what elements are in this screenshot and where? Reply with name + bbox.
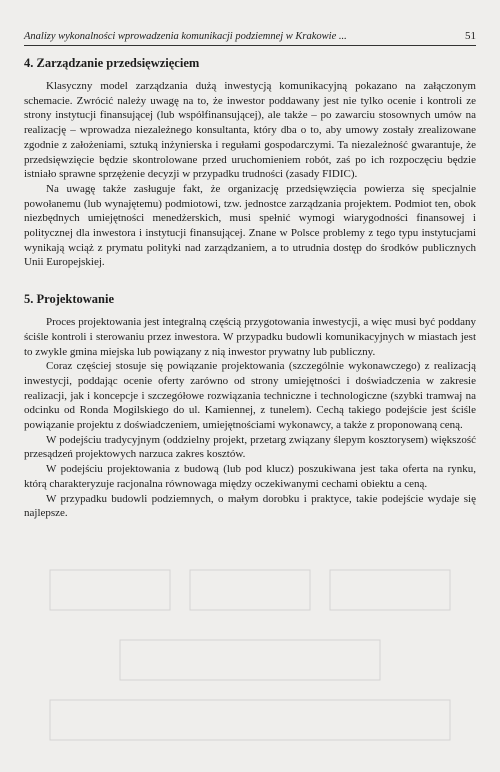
running-title: Analizy wykonalności wprowadzenia komunikacji podziemnej w Krakowie ... <box>24 31 347 42</box>
paragraph: Klasyczny model zarządzania dużą inwestycją komunikacyjną pokazano na załączonym schemacie. Zwrócić należy uwagę na to, że inwestor poddawany jest nie tylko ocenie i kontroli ze strony instytucji finansującej (lub współfinansującej), ale także – po zawarciu stosownych umów na realizację – wprowadza niezależnego konsultanta, który dba o to, aby umowy zostały zrealizowane zgodnie z założeniami, sztuką inżynierska i regułami gospodarczymi. Ta niezależność gwarantuje, że przedsięwzięcie będzie skontrolowane przed uruchomieniem robót, zaś po ich rozpoczęciu będzie istniało sprawne sprzężenie decyzji w przypadku trudności (zasady FIDIC). <box>24 80 476 181</box>
paragraph: W przypadku budowli podziemnych, o małym dorobku i praktyce, takie podejście wydaje się najlepsze. <box>24 492 476 520</box>
document-page <box>24 30 476 521</box>
page-number: 51 <box>465 30 476 42</box>
paragraph: W podejściu projektowania z budową (lub pod klucz) poszukiwana jest taka oferta na rynku, którą charakteryzuje racjonalna równowaga między oczekiwanymi cechami obiektu a ceną. <box>24 463 476 490</box>
paragraph: Proces projektowania jest integralną częścią przygotowania inwestycji, a więc musi być poddany ściśle kontroli i sterowaniu przez inwestora. W przypadku budowli komunikacyjnych w miastach jest to zwykle gmina miejska lub powiązany z nią inwestor prywatny lub publiczny. <box>24 316 476 358</box>
section-heading-projektowanie: 5. Projektowanie <box>24 292 115 307</box>
section-heading-zarzadzanie: 4. Zarządzanie przedsięwzięciem <box>24 56 200 70</box>
bleed-through-diagram <box>40 560 460 750</box>
paragraph: Coraz częściej stosuje się powiązanie projektowania (szczególnie wykonawczego) z realizacją inwestycji, poddając ocenie oferty zarówno od strony umiejętności i doświadczenia w zakresie realizacji, jak i koncepcje i szczegółowe rozwiązania techniczne i technologiczne (szybki tramwaj na odcinku od Ronda Mogilskiego do ul. Kamiennej, z tunelem). Cechą takiego podejście jest ściśle powiązanie projektu z doświadczeniem, umiejętnościami wykonawcy, a także z proponowaną ceną. <box>24 360 476 432</box>
running-header <box>24 30 476 46</box>
paragraph: Na uwagę także zasługuje fakt, że organizację przedsięwzięcia powierza się specjalnie powołanemu (lub wynajętemu) podmiotowi, tzw. jednostce zarządzania projektem. Podmiot ten, obok niezbędnych umiejętności menedżerskich, musi spełnić wymogi wiarygodności finansowej i politycznej dla inwestora i instytucji finansującej. Znane w Polsce problemy z tego typu instytucjami wynikają wciąż z prymatu polityki nad zarządzaniem, a to utrudnia dostęp do środków publicznych Unii Europejskiej. <box>24 182 476 269</box>
paragraph: W podejściu tradycyjnym (oddzielny projekt, przetarg związany ślepym kosztorysem) większość przesądzeń projektowych narzuca zakres kosztów. <box>24 433 476 461</box>
